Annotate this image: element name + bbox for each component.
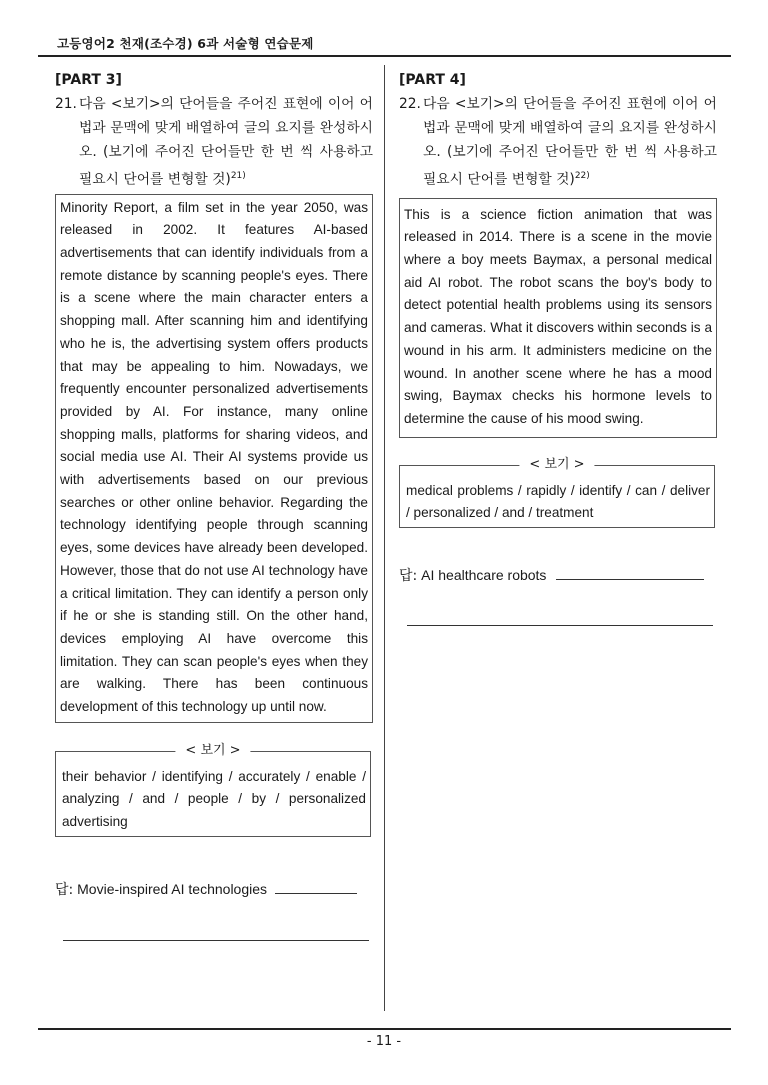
part3-label: [PART 3] [55,72,122,88]
part4-answer-prefix: 답: [399,568,418,585]
question-21-instruction [79,92,373,192]
part3-answer-line[interactable] [63,940,369,941]
part4-bogi-words: medical problems / rapidly / identify / can / deliver / personalized / and / treatment [406,482,710,521]
question-21 [55,92,373,192]
part3-bogi-title: < 보기 > [175,742,250,760]
part4-answer-text: AI healthcare robots [421,567,547,584]
part4-passage-box: This is a science fiction animation that was released in 2014. There is a scene in the movie where a boy meets Baymax, a personal medical aid AI robot. The robot scans the boy's body to detect potential health problems using its sensors and cameras. What it discovers within seconds is a wound in his arm. It administers medicine on the wound. In another scene where he has a mood swing, Baymax checks his hormone levels to determine the cause of his mood swing. [399,198,717,438]
part4-answer [399,565,717,585]
part4-column [399,72,717,626]
part3-answer-text: Movie-inspired AI technologies [77,880,268,897]
part4-bogi-title: < 보기 > [519,456,594,474]
question-21-footnote: 21) [230,171,246,181]
part3-bogi-words: their behavior / identifying / accurately / enable / analyzing / and / people / by / personalized advertising [62,768,366,830]
part3-answer [55,879,373,899]
part3-answer-blank[interactable] [275,881,357,894]
part3-answer-prefix: 답: [55,881,74,898]
page-header-title: 고등영어2 천재(조수경) 6과 서술형 연습문제 [57,36,314,51]
part4-bogi-box [399,456,715,528]
part4-label: [PART 4] [399,72,466,88]
part3-passage-box: Minority Report, a film set in the year 2050, was released in 2002. It features AI-based advertisements that can identify individuals from a remote distance by scanning people's eyes. There is a scene where the main character enters a shopping mall. After scanning him and identifying who he is, the advertising system offers products that may be appealing to him. Nowadays, we frequently encounter personalized advertisements provided by AI. For instance, many online shopping malls, platforms for sharing videos, and social media use AI. Their AI systems provide us with advertisements based on our previous searches or other online behavior. Regarding the technology identifying people through scanning eyes, some devices have already been developed. However, those that do not use AI technology have a critical limitation. They can identify a person only if he or she is standing still. On the other hand, devices employing AI have overcome this limitation. They can scan people's eyes when they are walking. There has been continuous development of this technology up until now. [55,194,373,723]
part3-column [55,72,373,941]
question-22-instruction [423,92,717,192]
question-21-instruction-text: 다음 <보기>의 단어들을 주어진 표현에 이어 어법과 문맥에 맞게 배열하여 글의 요지를 완성하시오. (보기에 주어진 단어들만 한 번 씩 사용하고 필요시 단어를 변형할 것) [79,96,373,188]
question-22-number: 22. [399,96,421,112]
part3-bogi-box [55,742,371,837]
part4-answer-blank[interactable] [556,567,704,580]
part4-answer-line[interactable] [407,625,713,626]
question-21-number: 21. [55,96,77,112]
page-number: - 11 - [366,1034,402,1049]
column-divider [384,65,385,1011]
question-22-instruction-text: 다음 <보기>의 단어들을 주어진 표현에 이어 어법과 문맥에 맞게 배열하여 글의 요지를 완성하시오. (보기에 주어진 단어들만 한 번 씩 사용하고 필요시 단어를 변형할 것) [423,96,717,188]
question-22-footnote: 22) [574,171,590,181]
question-22 [399,92,717,192]
header-rule [38,55,731,57]
footer-rule [38,1028,731,1030]
